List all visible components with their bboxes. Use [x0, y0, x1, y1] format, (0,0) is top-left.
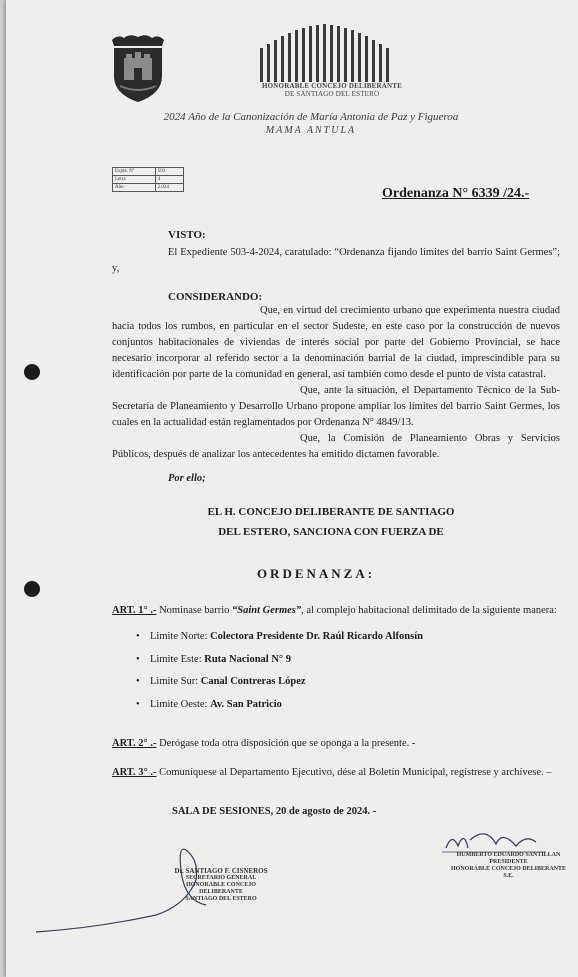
limit-label: Limite Norte: [150, 631, 211, 642]
resolution-heading [166, 502, 496, 542]
limit-value: Canal Contreras López [200, 676, 306, 687]
limits-list [136, 629, 556, 719]
limit-value: Ruta Nacional N° 9 [204, 653, 291, 665]
ordenanza-heading: ORDENANZA: [256, 566, 376, 581]
president-name: HUMBERTO EDUARDO SANTILLAN [456, 852, 561, 858]
article-label: ART. 1° .- [112, 605, 157, 616]
file-value: 2.024 [155, 184, 183, 192]
file-label: Letra [113, 176, 156, 184]
considerando-text: Que, ante la situación, el Departamento Técnico de la Sub-Secretaría de Planeamiento y Desarrollo Urbano propone ampliar los límites del barrio Saint Germes, los cuales en la actualidad están reglamentados por Ordenanza N° 4849/13. [112, 385, 560, 428]
article-text: Derógase toda otra disposición que se oponga a la presente. - [156, 738, 416, 749]
bullet-icon: • [136, 631, 140, 642]
president-stamp [446, 852, 571, 880]
visto-paragraph [112, 245, 560, 277]
neighborhood-name: “Saint Germes” [232, 605, 302, 616]
article-text: , al complejo habitacional delimitado de la siguiente manera: [301, 605, 557, 616]
secretary-org: HONORABLE CONCEJO DELIBERANTE [186, 882, 256, 895]
list-item [136, 629, 556, 652]
article-label: ART. 2° .- [112, 738, 157, 749]
secretary-stamp [166, 868, 276, 903]
article-text: Nominase barrio [156, 605, 232, 616]
por-ello: Por ello; [168, 473, 206, 484]
considerando-paragraph [112, 303, 560, 383]
secretary-name: Dr. SANTIAGO F. CISNEROS [174, 867, 268, 875]
bullet-icon: • [136, 653, 140, 665]
considerando-text: Que, la Comisión de Planeamiento Obras y Servicios Públicos, después de analizar los antecedentes ha emitido dictamen favorable. [112, 433, 560, 460]
limit-value: Av. San Patricio [210, 698, 282, 710]
list-item [136, 652, 556, 675]
council-city: DE SANTIAGO DEL ESTERO [284, 90, 380, 98]
article-text: Comuníquese al Departamento Ejecutivo, dése al Boletín Municipal, regístrese y archívese. – [156, 767, 552, 778]
council-name: HONORABLE CONCEJO DELIBERANTE [262, 82, 402, 90]
motto-line-1: 2024 Año de la Canonización de María Antonia de Paz y Figueroa [163, 111, 459, 123]
secretary-role: SECRETARIO GENERAL [185, 875, 257, 881]
article-2 [112, 736, 560, 752]
resolution-line-2: DEL ESTERO, SANCIONA CON FUERZA DE [218, 526, 444, 538]
limit-label: Limite Sur: [150, 676, 201, 687]
considerando-heading: CONSIDERANDO: [168, 291, 263, 303]
limit-label: Limite Este: [150, 653, 205, 665]
session-date: SALA DE SESIONES, 20 de agosto de 2024. - [172, 806, 377, 817]
right-signature-stroke [446, 834, 536, 848]
list-item [136, 697, 556, 720]
article-3 [112, 765, 567, 781]
year-motto [76, 110, 546, 138]
file-value: 4 [155, 176, 183, 184]
document-page [6, 0, 578, 977]
file-value: 503 [155, 168, 183, 176]
binder-hole-icon [24, 581, 40, 597]
bullet-icon: • [136, 698, 140, 710]
considerando-paragraph [112, 431, 560, 463]
visto-text: El Expediente 503-4-2024, caratulado: “Ordenanza fijando límites del barrio Saint Germes”; y, [112, 247, 560, 274]
article-label: ART. 3° .- [112, 767, 157, 778]
file-label: Año [113, 184, 156, 192]
file-label: Expte. Nº [113, 168, 156, 176]
president-org: HONORABLE CONCEJO DELIBERANTE S.E. [450, 866, 567, 879]
president-role: PRESIDENTE [489, 859, 528, 865]
coat-of-arms-icon [106, 32, 170, 104]
list-item [136, 674, 556, 697]
considerando-text: Que, en virtud del crecimiento urbano que experimenta nuestra ciudad hacia todos los rumbos, en particular en el sector Sudeste, en este caso por la construcción de nuevos conjuntos habitacionales de viviendas de interés social por parte del Gobierno Provincial, se hace necesario incorporar al referido sector a la denominación barrial de la ciudad, imprescindible para su identificación por parte de la comunidad en general, así también como desde el punto de vista catastral. [112, 305, 560, 380]
considerando-paragraph [112, 383, 560, 431]
binder-hole-icon [24, 364, 40, 380]
limit-value: Colectora Presidente Dr. Raúl Ricardo Alfonsín [210, 631, 423, 642]
signatures-drawing [6, 0, 578, 977]
council-building-icon [250, 20, 400, 84]
council-header [232, 82, 432, 98]
motto-line-2: MAMA ANTULA [265, 125, 357, 136]
considerando-body [112, 303, 560, 463]
limit-label: Limite Oeste: [150, 698, 211, 710]
secretary-city: SANTIAGO DEL ESTERO [185, 896, 257, 902]
resolution-line-1: EL H. CONCEJO DELIBERANTE DE SANTIAGO [207, 506, 455, 518]
bullet-icon: • [136, 676, 140, 687]
visto-heading: VISTO: [168, 229, 206, 241]
article-1 [112, 603, 560, 619]
file-reference-box [112, 167, 184, 192]
ordinance-title: Ordenanza N° 6339 /24.- [382, 186, 530, 201]
